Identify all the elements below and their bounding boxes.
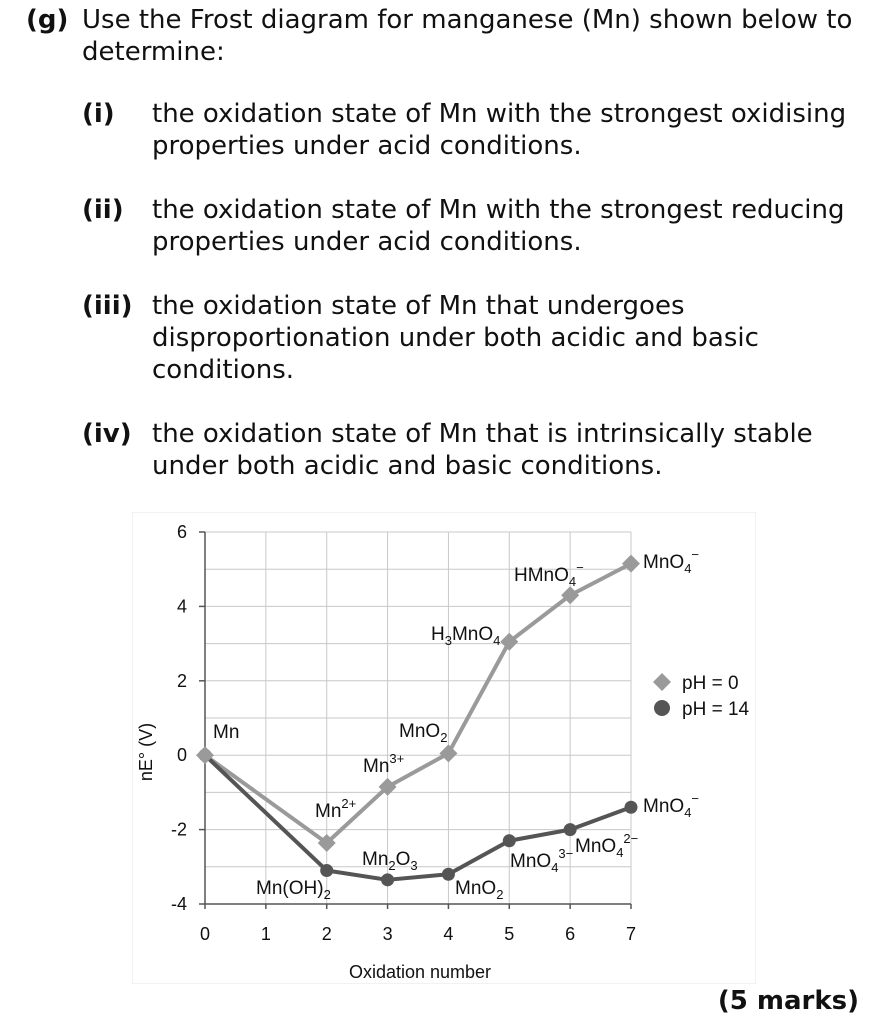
part-iii-line1: the oxidation state of Mn that undergoes	[152, 291, 685, 321]
x-tick-label: 1	[260, 924, 271, 944]
part-ii-line2: properties under acid conditions.	[152, 227, 582, 257]
marks-label: (5 marks)	[717, 986, 859, 1016]
frost-diagram	[132, 512, 756, 984]
part-iii-label: (iii)	[82, 291, 133, 321]
data-point-ph14	[442, 868, 455, 881]
point-label: MnO$_4$−	[643, 791, 700, 820]
part-iii-line3: conditions.	[152, 355, 295, 385]
frost-diagram-svg	[132, 512, 756, 984]
part-ii-label: (ii)	[82, 195, 124, 225]
x-tick-label: 5	[504, 924, 515, 944]
point-label: MnO$_4$−	[643, 547, 700, 576]
question-text-line2: determine:	[82, 37, 225, 67]
part-ii-line1: the oxidation state of Mn with the strongest reducing	[152, 195, 845, 225]
point-label: Mn	[213, 722, 240, 743]
point-label: MnO$_4^{3-}$	[510, 846, 574, 875]
data-point-ph14	[320, 864, 333, 877]
point-label: MnO$_2$	[455, 878, 504, 902]
x-tick-label: 0	[199, 924, 211, 944]
part-iv-line1: the oxidation state of Mn that is intrinsically stable	[152, 419, 813, 449]
part-iv-label: (iv)	[82, 419, 132, 449]
x-axis-label: Oxidation number	[348, 962, 492, 982]
y-tick-label: 4	[176, 596, 187, 617]
part-i-line1: the oxidation state of Mn with the strongest oxidising	[152, 99, 847, 129]
y-axis-label: nE° (V)	[136, 722, 156, 782]
part-iii-line2: disproportionation under both acidic and basic	[152, 323, 759, 353]
point-label: $H_3MnO_4$	[431, 624, 501, 648]
point-label: $Mn_2O_3$	[362, 849, 418, 873]
chart-frame	[132, 512, 756, 984]
point-label: $Mn^{3+}$	[363, 751, 405, 777]
y-tick-label: -2	[170, 819, 187, 840]
data-point-ph14	[564, 823, 577, 836]
data-point-ph14	[503, 834, 516, 847]
point-label: MnO$_2$	[399, 721, 448, 745]
part-i-label: (i)	[82, 99, 115, 129]
point-label: $Mn^{2+}$	[315, 796, 357, 822]
y-tick-label: 0	[176, 745, 187, 766]
y-tick-label: 6	[176, 522, 187, 542]
x-tick-label: 2	[321, 924, 332, 944]
legend-marker-ph14	[654, 700, 670, 716]
y-tick-label: 2	[176, 670, 187, 691]
question-label: (g)	[26, 5, 69, 35]
point-label: HMnO$_4$−	[514, 560, 584, 589]
y-tick-label: -4	[170, 894, 187, 914]
x-tick-label: 6	[565, 924, 576, 944]
point-label: $Mn(OH)_2$	[256, 878, 331, 902]
x-tick-label: 4	[443, 924, 454, 944]
question-text-line1: Use the Frost diagram for manganese (Mn) shown below to	[82, 5, 853, 35]
data-point-ph14	[625, 801, 638, 814]
legend-label-ph14: pH = 14	[682, 699, 750, 720]
point-label: MnO$_4^{2-}$	[575, 831, 639, 860]
part-i-line2: properties under acid conditions.	[152, 131, 582, 161]
legend-label-ph0: pH = 0	[682, 673, 739, 694]
data-point-ph14	[381, 873, 394, 886]
x-tick-label: 7	[625, 924, 637, 944]
part-iv-line2: under both acidic and basic conditions.	[152, 451, 663, 481]
x-tick-label: 3	[382, 924, 393, 944]
